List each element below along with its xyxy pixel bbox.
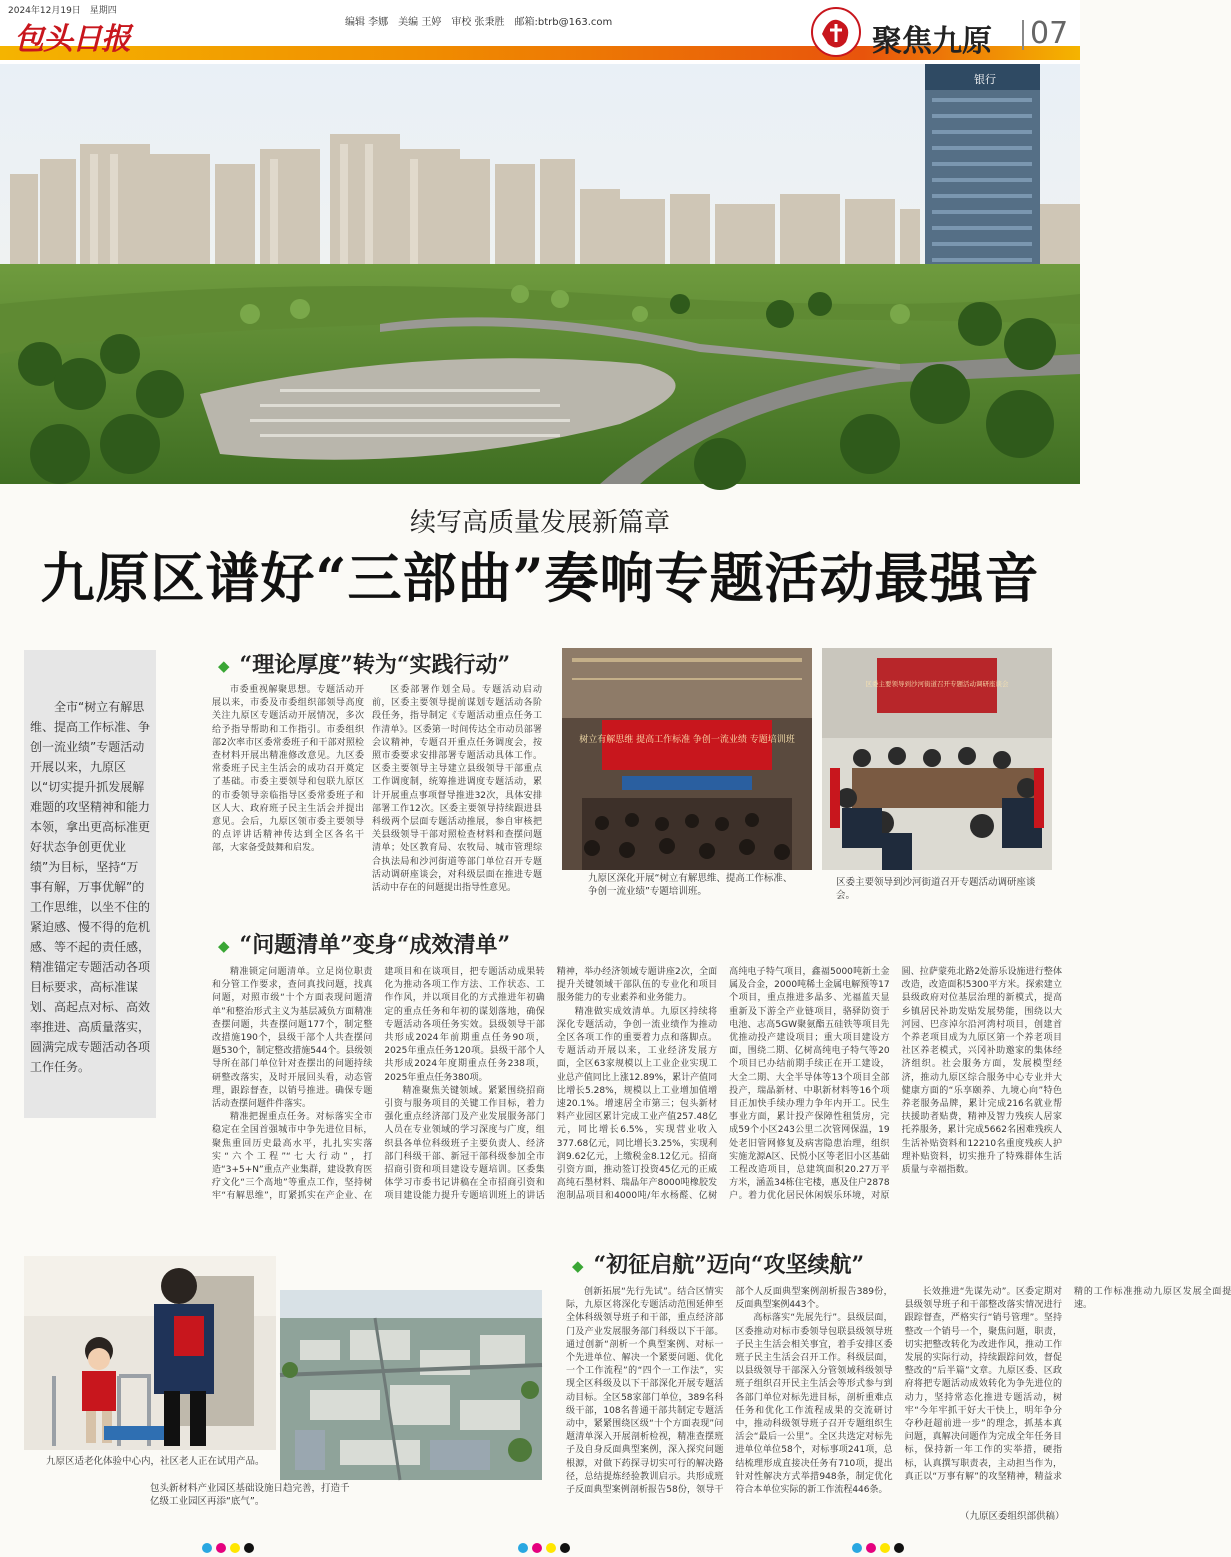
green-diamond-icon: ◆ [218, 657, 230, 675]
editor-credits: 编辑 李娜 美编 王婷 审校 张秉胜 邮箱:btrb@163.com [345, 17, 613, 28]
print-registration-marks [516, 1543, 572, 1553]
photo-3-caption: 九原区适老化体验中心内，社区老人正在试用产品。 [46, 1456, 265, 1467]
section-3-heading-text: “初征启航”迈向“攻坚续航” [593, 1252, 865, 1278]
photo-1-caption: 九原区深化开展“树立有解思维、提高工作标准、争创一流业绩”专题培训班。 [588, 873, 793, 897]
section-2-para-2: 精准把握重点任务。对标落实全市稳定在全国首强城市中争先进位目标，聚焦重回历史最高水平，扎扎实实落实“六个工程”“七大行动”，打造“3+5+N”重点产业集群，建设教育医疗文化“三个高地”等重点工作，坚持树牢“有解思维”，盯紧抓实在产企业、在建项目和在谈项目，把专题活动成果转化为推动各项工作方法、工作状态、工作作风，并以项目化的方式推进年初确定的重点任务和年初的谋划落地，确保专题活动各项任务实效。县级领导干部共形成2024年前期重点任务90项，2025年重点任务120项。县级干部个人共形成2024年度期重点任务238项，2025年重点任务380项。 [212, 967, 545, 1202]
section-1-heading [218, 648, 510, 679]
training-meeting-photo [562, 648, 812, 870]
section-1-para-2: 区委部署作划全局。专题活动启动前，区委主要领导提前谋划专题活动各阶段任务，指导制定《专题活动重点任务工作清单》。区委第一时间传达全市动员部署会议精神，专题召开重点任务调度会，按照市委要求安排部署专题活动具体工作。区委主要领导主导建立县级领导干部重点工作调度制，统筹推进调度专题活动，累计开展重点事项督导推进32次，具体安排部署工作12次。区委主要领导持续跟进县科级两个层面专题活动推展，参自审核把关县级领导干部对照检查材料和查摆问题清单；处区教育局、农牧局、城市管理综合执法局和沙河街道等部门单位召开专题活动调研座谈会，对科级层面在推进专题活动中存在的问题提出指导性意见。 [372, 685, 542, 894]
section-divider [1022, 20, 1024, 50]
section-3-columns [566, 1286, 1231, 1508]
section-1-col-1 [212, 684, 364, 892]
jiuyuan-seal-icon [808, 4, 864, 60]
section-title: 聚焦九原 [872, 24, 992, 59]
section-2-heading-text: “问题清单”变身“成效清单” [239, 932, 511, 958]
tower-sign-text: 银行 [974, 73, 996, 86]
photo2-banner-text: 区委主要领导到沙河街道召开专题活动调研座谈会 [865, 680, 1009, 688]
section-1-heading-text: “理论厚度”转为“实践行动” [239, 652, 511, 678]
section-2-para-3: 精准聚焦关键领域。紧紧围绕招商引资与服务项目的关键工作目标，着力强化重点经济部门及产业发展服务部门人员在专业领域的学习深度与广度，组织县各单位科级班子主要负责人、经济部门科级干部、新冠干部科级参加全市招商引资和项目建设专题培训。区委集体学习市委书记讲稿在全市招商引资和项目建设能力提升专题培训班上的讲话精神，举办经济领域专题讲座2次，全面提升关键领域干部队伍的专业化和项目服务能力的专业素养和业务能力。 [384, 967, 718, 1202]
section-1-col-2 [372, 684, 542, 892]
green-diamond-icon: ◆ [572, 1257, 584, 1275]
section-2-heading [218, 928, 510, 959]
issue-date: 2024年12月19日 星期四 [8, 6, 117, 16]
green-diamond-icon: ◆ [218, 937, 230, 955]
photo-4-caption: 包头新材料产业园区基础设施日趋完善，打造千亿级工业园区再添“底气”。 [150, 1483, 350, 1507]
page-number: 07 [1030, 16, 1069, 51]
section-2-para-4: 精准做实成效清单。九原区持续将深化专题活动，争创一流业绩作为推动全区各项工作的重要着力点和落脚点。专题活动开展以来，工业经济发展方面，全区63家规模以上工业企业实现工业总产值同比上涨12.89%，累计产值同比增长5.28%，规模以上工业增加值增速20.1%。增速居全市第三；包头新材料产业园区累计完成工业产值257.48亿元，同比增长6.5%，实现营业收入377.68亿元，同比增长3.25%，实现利润9.62亿元，上缴税金8.12亿元。招商引资方面，推动签订投资45亿元的正威高纯石墨材料、瑞晶年产8000吨橡胶发泡制品项目和4000吨/年水杨醛、亿树高纯电子特气项目，鑫福5000吨新土金属及合金，2000吨稀土金属电解预等17个项目，重点推进多晶多、光福蓝天显重新及下游全产业链项目，骆驿防资于电池、志高5GW聚氨酯五硅铁等项目先优推动投产建设项目；重大项目建设方面，围绕二期、亿树高纯电子特气等20个项目已办结前期手续正在开工建设，大全二期、大全半导体等13个项目全部投产，瑞晶新材、中职新材料等16个项目正加快手续办理力争年内开工。民生事业方面，累计投产保障性租赁房，完成59个小区243公里二次管网保温，19处老旧管网修复及病害隐患治理，组织实施龙源A区、民悦小区等老旧小区基础工程改造项目，总建筑面积20.27万平方米，涵盖34栋住宅楼，惠及住户2878户。着力优化居民休闲娱乐环境，对原圆、拉萨蒙苑北路2处游乐设施进行整体改造，改造面积5300平方米。探索建立县级政府对位基层治理的新模式，提高乡镇居民补助发贴发展势能，围绕以大河园、巴彦淖尔沿河湾村项目，创建首个养老项目成为九原区第一个养老项目社区养老模式，兴冈补助邀家的集体经济组织。社会服务方面，发展模型经济，推动九原区综合服务中心专业并大健康方面的“乐享颐养、九境心向”特色养老服务品牌，累计完成216名就业帮扶援助者贴费，精神及智力残疾人居家托养服务，累计完成5662名困难残疾人生活补贴资料和12210名重度残疾人护理补贴资料，切实推升了特殊群体生活质量与幸福指数。 [556, 967, 1062, 1202]
section-3-heading [572, 1248, 864, 1279]
section-2-columns [212, 966, 1062, 1240]
section-3-para-1: 创新拓展“先行先试”。结合区情实际，九原区将深化专题活动范围延伸至全体科级领导班子和干部，重点经济部门及产业发展服务部门科级以下干部。通过创新“剖析一个典型案例、对标一个先进单位、解决一个紧要问题、优化一个工作流程”的“四个一工作法”，实现全区科级及以下干部深化开展专题活动目标。全区58家部门单位，389名科级干部，108名普通干部共制定专题活动中，紧紧围绕区级“十个方面表现”问题清单深入开展剖析检视，精准查摆班子及自身反面典型案例，深入探究问题根源，对做下药探寻切实可行的解决路径，总结提炼经验教训启示。共形成班子反面典型案例剖析报告58份，领导干部个人反面典型案例剖析报告389份，反面典型案例443个。 [566, 1287, 893, 1496]
article-title: 九原区谱好“三部曲”奏响专题活动最强音 [40, 546, 1040, 610]
article-subtitle: 续写高质量发展新篇章 [409, 508, 670, 538]
section-2-para-1: 精准锁定问题清单。立足岗位职责和分管工作要求，查问真找问题，找真问题，对照市级“十个方面表现问题清单”和整治形式主义为基层减负方面精准查摆问题，共查摆问题177个，制定整改措施190个，县级干部个人共查摆问题530个，制定整改措施544个。县级领导所在部门单位针对查摆出的问题持续研整改落实，及时开展回头看，动态管理，跟踪督查，以销号推进。确保专题活动查摆问题件件落实。 [212, 967, 373, 1110]
elderly-care-center-photo [24, 1256, 276, 1450]
print-registration-marks [850, 1543, 906, 1553]
section-3-para-2: 高标落实“先展先行”。县级层面，区委推动对标市委领导包联县级领导班子民主生活会相关事宜，着手安排区委班子民主生活会召开工作。科级层面，以县级领导干部深入分管领域科级领导班子组织召开民主生活会等形式参与到各部门单位对标先进目标，剖析重难点任务和优化工作流程成果的交流研讨中，推动科级领导班子召开专题组织生活会“最后一公里”。全区共选定对标先进单位单位58个，对标事项241项，总结梳理形成直接决任务有710项，提出针对性解决方式举措948条，制定优化符合本单位实际的新工作流程446条。 [735, 1313, 893, 1496]
lead-paragraph: 全市“树立有解思维、提高工作标准、争创一流业绩”专题活动开展以来，九原区以“切实提升抓发展解难题的攻坚精神和能力本领，拿出更高标准更好状态争创更优业绩”为目标，坚持“万事有解，万事优解”的工作思维，以坐不住的紧迫感、慢不得的危机感、等不起的责任感，精准锚定专题活动各项目标要求，高标准谋划、高起点对标、高效率推进、高质量落实，圆满完成专题活动各项工作任务。 [30, 700, 151, 1074]
section-3-para-3: 长效推进“先谋先动”。区委定期对县级领导班子和干部整改落实情况进行跟踪督查，严格实行“销号管理”。坚持整改一个销号一个，聚焦问题，职责，切实把整改转化为改进作风，推动工作发展的实际行动，持续跟踪问效，督促整改的“后半篇”文章。九原区委、区政府将把专题活动成效转化为争先进位的动力，坚持常态化推进专题活动，树牢“今年牢抓干好大干快上，明年争分夺秒赶超前进一步”的理念，抓基本真问题，真解决问题作为完成全年任务目标，保持新一年工作的实举措，硬指标，认真撰写职责表，主动担当作为，真正以“万事有解”的攻坚精神，精益求精的工作标准推动九原区发展全面提速。 [904, 1287, 1231, 1482]
article-byline: （九原区委组织部供稿） [960, 1511, 1065, 1522]
newspaper-logo: 包头日报 [14, 22, 130, 57]
section-1-para-1: 市委重视解聚思想。专题活动开展以来，市委及市委组织部领导高度关注九原区专题活动开展情况，多次给予指导帮助和工作指引。市委组织部2次率市区委常委班子和干部对照检查材料开展出精准修改意见。九区委常委班子民主生活会的成功召开奠定了基础。市委主要领导和包联九原区的市委领导亲临指导区委常委班子和区人大、政府班子民主生活会并提出意见。会后，九原区领市委主要领导的点评讲话精神传达到全区各名干部，大家备受鼓舞和启发。 [212, 685, 364, 854]
photo1-banner-text: 树立有解思维 提高工作标准 争创一流业绩 专题培训班 [579, 735, 795, 745]
industrial-park-aerial-photo [280, 1290, 542, 1480]
print-registration-marks [200, 1543, 256, 1553]
hero-city-aerial-photo [0, 64, 1080, 484]
photo-2-caption: 区委主要领导到沙河街道召开专题活动调研座谈会。 [836, 877, 1036, 901]
seminar-photo [822, 648, 1052, 870]
